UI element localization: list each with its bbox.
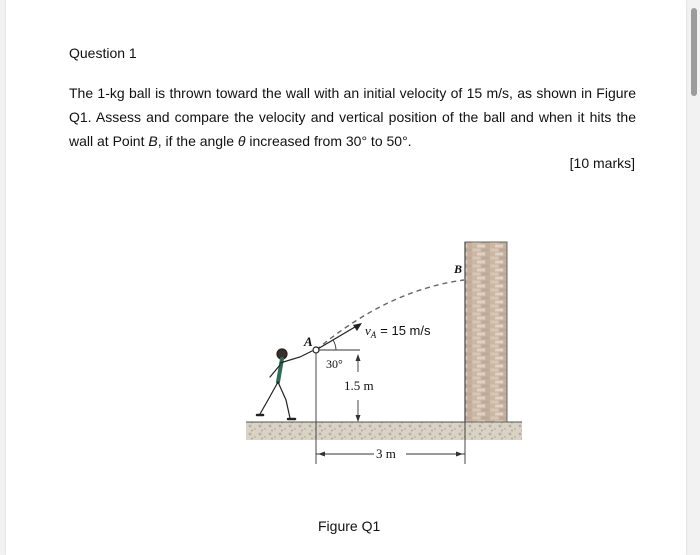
velocity-subscript: A [370,330,377,340]
theta-symbol: θ [237,133,246,149]
angle-arc [333,340,336,350]
velocity-arrow [316,324,360,350]
figure-q1 [238,232,528,472]
height-label: 1.5 m [344,378,374,393]
scrollbar-thumb[interactable] [691,8,697,96]
ground [246,422,522,440]
projectile-diagram [238,232,528,472]
question-text-part2: , if the angle [157,133,238,149]
velocity-value: = 15 m/s [380,323,431,338]
question-text [69,81,636,153]
ball [313,347,319,353]
question-text-part1: The 1-kg ball is thrown toward the wall with an initial velocity of 15 m/s, as shown in Figure Q1. Assess and compare the velocity and vertical position of the ball and when it hits the wall at Point [69,85,636,149]
figure-caption: Figure Q1 [318,518,381,534]
question-text-part3: increased from 30° to 50°. [245,133,412,149]
marks-label: [10 marks] [569,155,635,171]
angle-label: 30° [326,357,343,371]
label-b: B [454,262,463,276]
point-b-label: B [148,133,158,149]
velocity-label [365,323,431,340]
brick-wall [465,242,507,422]
velocity-symbol: v [365,323,371,338]
distance-label: 3 m [376,446,396,461]
thrower-figure [257,349,312,419]
document-page [6,0,686,555]
label-a: A [304,334,313,349]
trajectory-path [316,280,464,350]
question-title: Question 1 [69,45,137,61]
